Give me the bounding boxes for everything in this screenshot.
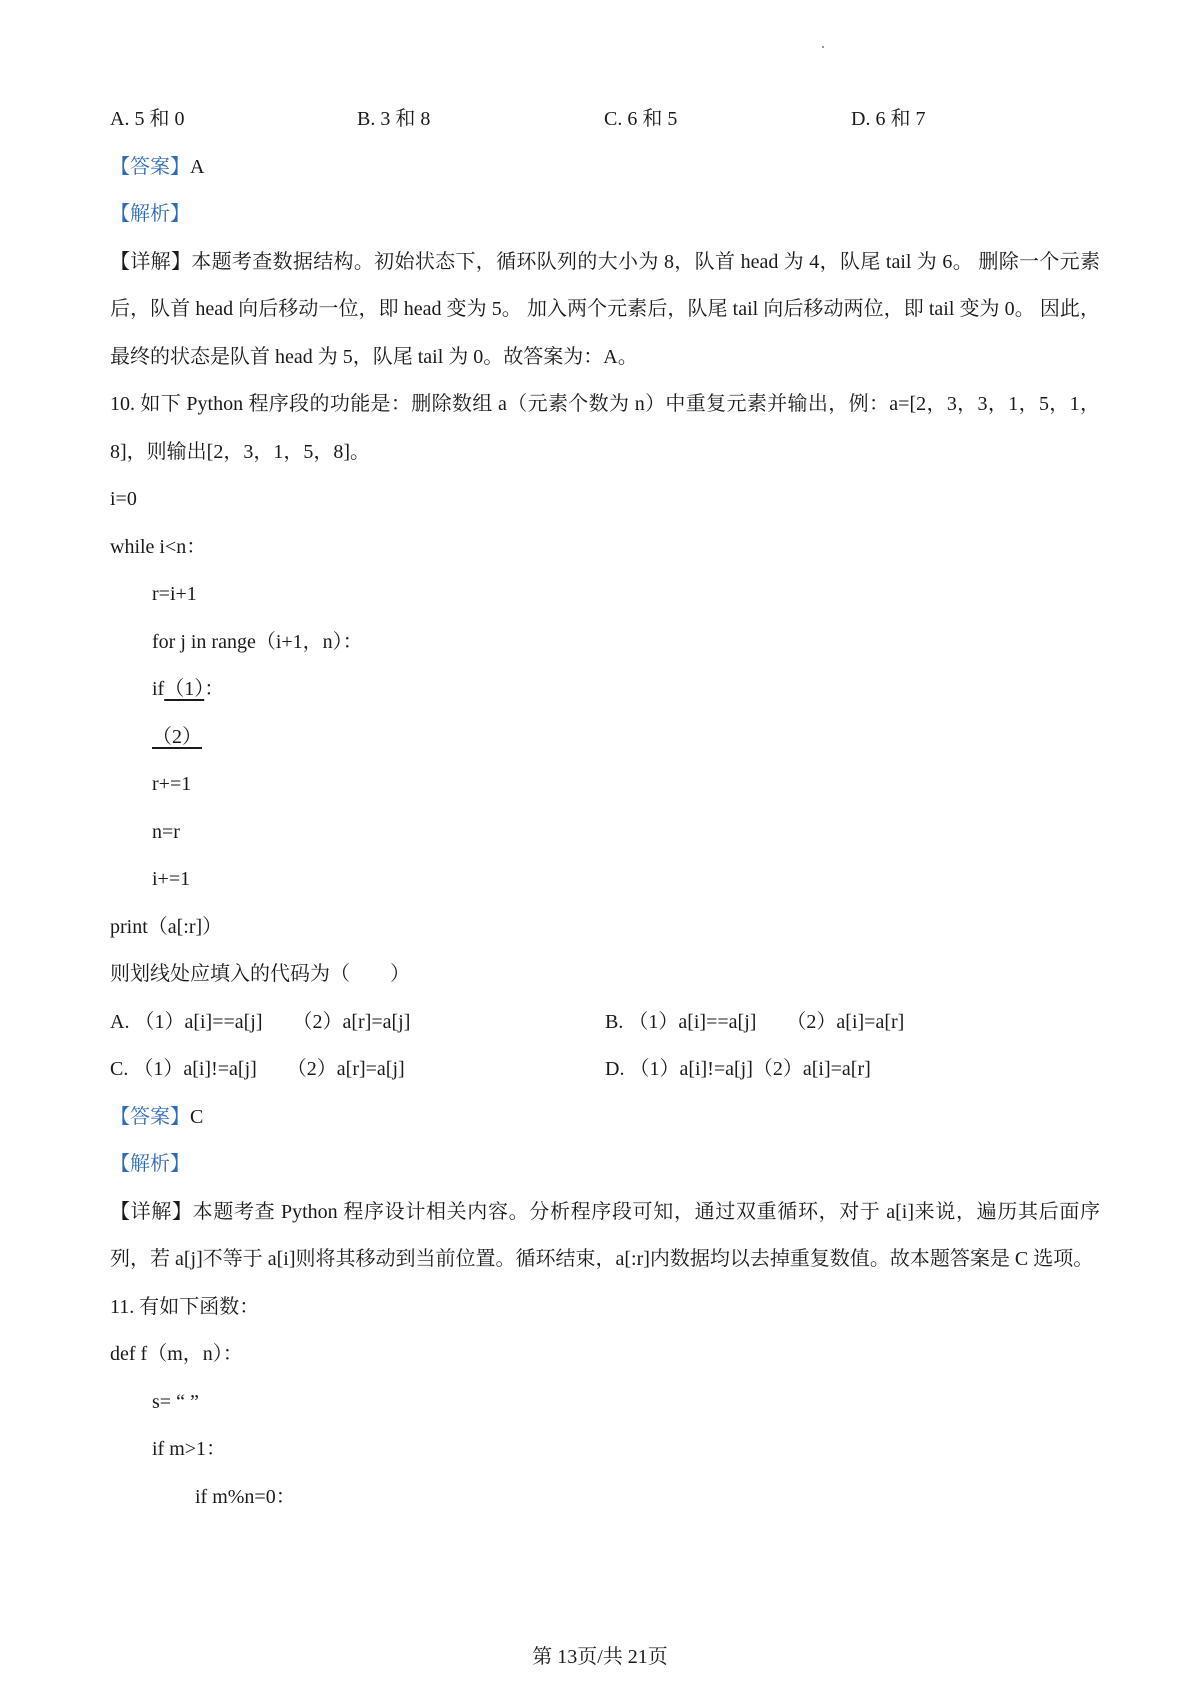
- q10-detail: 【详解】本题考查 Python 程序设计相关内容。分析程序段可知，通过双重循环，对于 a[i]来说，遍历其后面序列，若 a[j]不等于 a[i]则将其移动到当前位置。循环结束，a[:r]内数据均以去掉重复数值。故本题答案是 C 选项。: [110, 1200, 1100, 1270]
- q9-option-c: C. 6 和 5: [604, 108, 678, 130]
- q10-option-c: C. （1）a[i]!=a[j] （2）a[r]=a[j]: [110, 1058, 405, 1080]
- q9-option-b: B. 3 和 8: [357, 108, 431, 130]
- q10-code-line-10: print（a[:r]）: [110, 915, 223, 938]
- q9-options: [110, 96, 1100, 144]
- q10-code-line-3: r=i+1: [152, 583, 197, 605]
- header-mark: [822, 46, 824, 48]
- q10-code-line-1: i=0: [110, 488, 137, 510]
- q10-code-line-6: [110, 714, 1100, 762]
- q10-answer: C: [190, 1105, 204, 1128]
- q9-analysis-tag: 【解析】: [110, 203, 190, 225]
- page-content: [110, 96, 1100, 1521]
- q9-analysis-line: [110, 191, 1100, 239]
- q9-answer-tag: 【答案】: [110, 155, 190, 178]
- q10-answer-line: [110, 1094, 1100, 1142]
- q10-options-row-2: [110, 1046, 1100, 1094]
- q11-code-line-4: if m%n=0：: [195, 1485, 296, 1508]
- q10-option-d: D. （1）a[i]!=a[j]（2）a[i]=a[r]: [605, 1058, 871, 1080]
- q10-code-line-8: n=r: [152, 820, 180, 843]
- q10-stem: 10. 如下 Python 程序段的功能是：删除数组 a（元素个数为 n）中重复元素并输出，例：a=[2，3，3，1，5，1，8]，则输出[2，3，1，5，8]。: [110, 393, 1100, 463]
- q10-analysis-tag: 【解析】: [110, 1153, 190, 1175]
- q11-stem: 11. 有如下函数：: [110, 1295, 260, 1318]
- q10-if-colon: ：: [204, 678, 225, 700]
- q10-analysis-line: [110, 1141, 1100, 1189]
- q10-code-line-7: r+=1: [152, 773, 192, 795]
- q9-answer-line: [110, 144, 1100, 192]
- page-footer: 第 13页/共 21页: [532, 1646, 668, 1668]
- q10-if-keyword: if: [152, 678, 165, 700]
- q10-option-b: B. （1）a[i]==a[j] （2）a[i]=a[r]: [605, 1010, 905, 1033]
- q10-prompt: 则划线处应填入的代码为（ ）: [110, 963, 410, 985]
- q9-answer: A: [190, 155, 205, 178]
- q11-code-line-3: if m>1：: [152, 1438, 227, 1460]
- q9-option-d: D. 6 和 7: [851, 108, 926, 130]
- q11-code-line-1: def f（m，n）：: [110, 1343, 243, 1365]
- q9-detail: 【详解】本题考查数据结构。初始状态下，循环队列的大小为 8，队首 head 为 4，队尾 tail 为 6。 删除一个元素后，队首 head 向后移动一位，即 head 变为 5。 加入两个元素后，队尾 tail 向后移动两位，即 tail 变为 0。 因此，最终的状态是队首 head 为 5，队尾 tail 为 0。故答案为：A。: [110, 250, 1100, 368]
- q11-code-line-2: s= “ ”: [152, 1390, 199, 1413]
- q10-options-row-1: [110, 999, 1100, 1047]
- q10-answer-tag: 【答案】: [110, 1105, 190, 1128]
- q10-code-line-9: i+=1: [152, 868, 191, 890]
- q10-code-line-5: [110, 666, 1100, 714]
- q10-blank-2: （2）: [152, 725, 202, 748]
- q10-blank-1: （1）: [164, 678, 205, 700]
- q9-option-a: A. 5 和 0: [110, 108, 185, 130]
- q10-code-line-4: for j in range（i+1，n）：: [152, 630, 363, 653]
- q10-option-a: A. （1）a[i]==a[j] （2）a[r]=a[j]: [110, 1010, 411, 1033]
- q10-code-line-2: while i<n：: [110, 535, 207, 558]
